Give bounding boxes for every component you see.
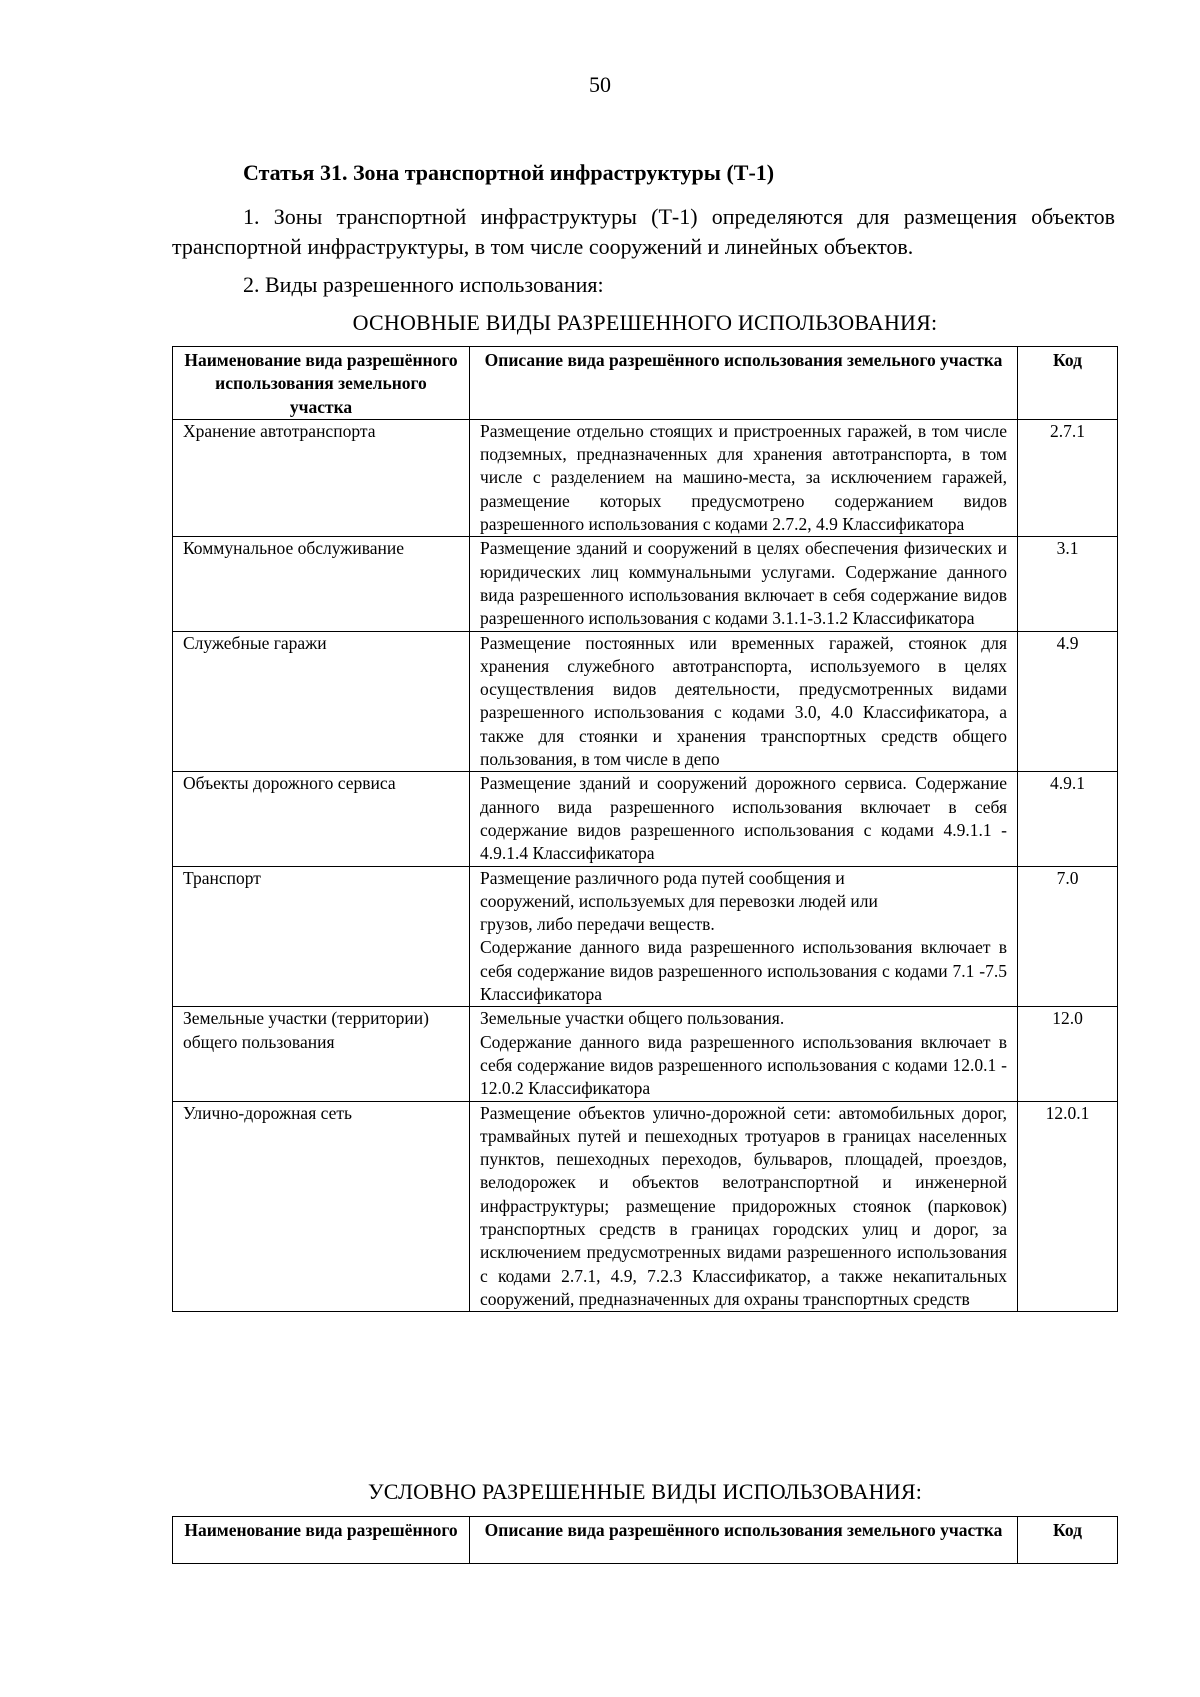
column-header-name: Наименование вида разрешённого использования земельного участка xyxy=(173,347,470,420)
use-description: Размещение отдельно стоящих и пристроенных гаражей, в том числе подземных, предназначенных для хранения автотранспорта, в том числе с разделением на машино-места, за исключением гаражей, размещение которых предусмотрено содержанием видов разрешенного использования с кодами 2.7.2, 4.9 Классификатора xyxy=(470,419,1018,536)
table-row xyxy=(173,1101,1118,1312)
column-header-name-text: Наименование вида разрешённого xyxy=(184,1520,458,1540)
use-code: 4.9.1 xyxy=(1018,772,1118,866)
use-description xyxy=(470,1007,1018,1101)
use-code: 12.0.1 xyxy=(1018,1101,1118,1312)
use-name: Объекты дорожного сервиса xyxy=(173,772,470,866)
use-code: 4.9 xyxy=(1018,631,1118,772)
main-uses-heading: ОСНОВНЫЕ ВИДЫ РАЗРЕШЕННОГО ИСПОЛЬЗОВАНИЯ: xyxy=(352,310,938,335)
description-line: сооружений, используемых для перевозки людей или xyxy=(480,890,878,911)
description-content-clause: Содержание данного вида разрешенного использования включает в себя содержание видов разрешенного использования с кодами 7.1 -7.5 Классификатора xyxy=(480,937,1007,1005)
description-line: Размещение различного рода путей сообщения и xyxy=(480,867,845,888)
conditional-uses-heading: УСЛОВНО РАЗРЕШЕННЫЕ ВИДЫ ИСПОЛЬЗОВАНИЯ: xyxy=(367,1479,923,1504)
use-name: Земельные участки (территории) общего пользования xyxy=(173,1007,470,1101)
article-title: Статья 31. Зона транспортной инфраструктуры (Т-1) xyxy=(243,160,775,185)
use-name: Хранение автотранспорта xyxy=(173,419,470,536)
use-code: 12.0 xyxy=(1018,1007,1118,1101)
column-header-code xyxy=(1018,1517,1118,1564)
table-row xyxy=(173,631,1118,772)
use-description: Размещение объектов улично-дорожной сети: автомобильных дорог, трамвайных путей и пешеходных тротуаров в границах населенных пунктов, пешеходных переходов, бульваров, площадей, проездов, велодорожек и объектов велотранспортной и инженерной инфраструктуры; размещение придорожных стоянок (парковок) транспортных средств в границах городских улиц и дорог, за исключением предусмотренных видами разрешенного использования с кодами 2.7.1, 4.9, 7.2.3 Классификатор, а также некапитальных сооружений, предназначенных для охраны транспортных средств xyxy=(470,1101,1018,1312)
column-header-description-text: Описание вида разрешённого использования земельного участка xyxy=(484,1520,1003,1540)
table-row xyxy=(173,772,1118,866)
use-code: 3.1 xyxy=(1018,537,1118,631)
use-name: Коммунальное обслуживание xyxy=(173,537,470,631)
column-header-code: Код xyxy=(1018,347,1118,420)
paragraph-permitted-uses: 2. Виды разрешенного использования: xyxy=(243,272,604,297)
description-line: Земельные участки общего пользования. xyxy=(480,1008,785,1029)
description-line: грузов, либо передачи веществ. xyxy=(480,914,715,935)
main-uses-table xyxy=(172,346,1118,1312)
use-description: Размещение зданий и сооружений дорожного сервиса. Содержание данного вида разрешенного использования включает в себя содержание видов разрешенного использования с кодами 4.9.1.1 - 4.9.1.4 Классификатора xyxy=(470,772,1018,866)
use-code: 2.7.1 xyxy=(1018,419,1118,536)
use-name: Улично-дорожная сеть xyxy=(173,1101,470,1312)
use-code: 7.0 xyxy=(1018,866,1118,1007)
table-row xyxy=(173,866,1118,1007)
use-description: Размещение зданий и сооружений в целях обеспечения физических и юридических лиц коммунальными услугами. Содержание данного вида разрешенного использования включает в себя содержание видов разрешенного использования с кодами 3.1.1-3.1.2 Классификатора xyxy=(470,537,1018,631)
column-header-code-text: Код xyxy=(1053,1520,1082,1540)
use-description xyxy=(470,866,1018,1007)
page-number: 50 xyxy=(589,72,611,97)
table-row xyxy=(173,1007,1118,1101)
column-header-description xyxy=(470,1517,1018,1564)
use-name: Служебные гаражи xyxy=(173,631,470,772)
column-header-name xyxy=(173,1517,470,1564)
use-name: Транспорт xyxy=(173,866,470,1007)
table-row xyxy=(173,419,1118,536)
table-header-row xyxy=(173,347,1118,420)
conditional-uses-table xyxy=(172,1516,1118,1564)
column-header-description: Описание вида разрешённого использования земельного участка xyxy=(470,347,1018,420)
description-content-clause: Содержание данного вида разрешенного использования включает в себя содержание видов разрешенного использования с кодами 12.0.1 - 12.0.2 Классификатора xyxy=(480,1031,1007,1099)
table-row xyxy=(173,537,1118,631)
paragraph-zone-purpose: 1. Зоны транспортной инфраструктуры (Т-1) определяются для размещения объектов транспортной инфраструктуры, в том числе сооружений и линейных объектов. xyxy=(172,204,1115,259)
use-description: Размещение постоянных или временных гаражей, стоянок для хранения служебного автотранспорта, используемого в целях осуществления видов деятельности, предусмотренных видами разрешенного использования с кодами 3.0, 4.0 Классификатора, а также для стоянки и хранения транспортных средств общего пользования, в том числе в депо xyxy=(470,631,1018,772)
table-header-row xyxy=(173,1517,1118,1564)
